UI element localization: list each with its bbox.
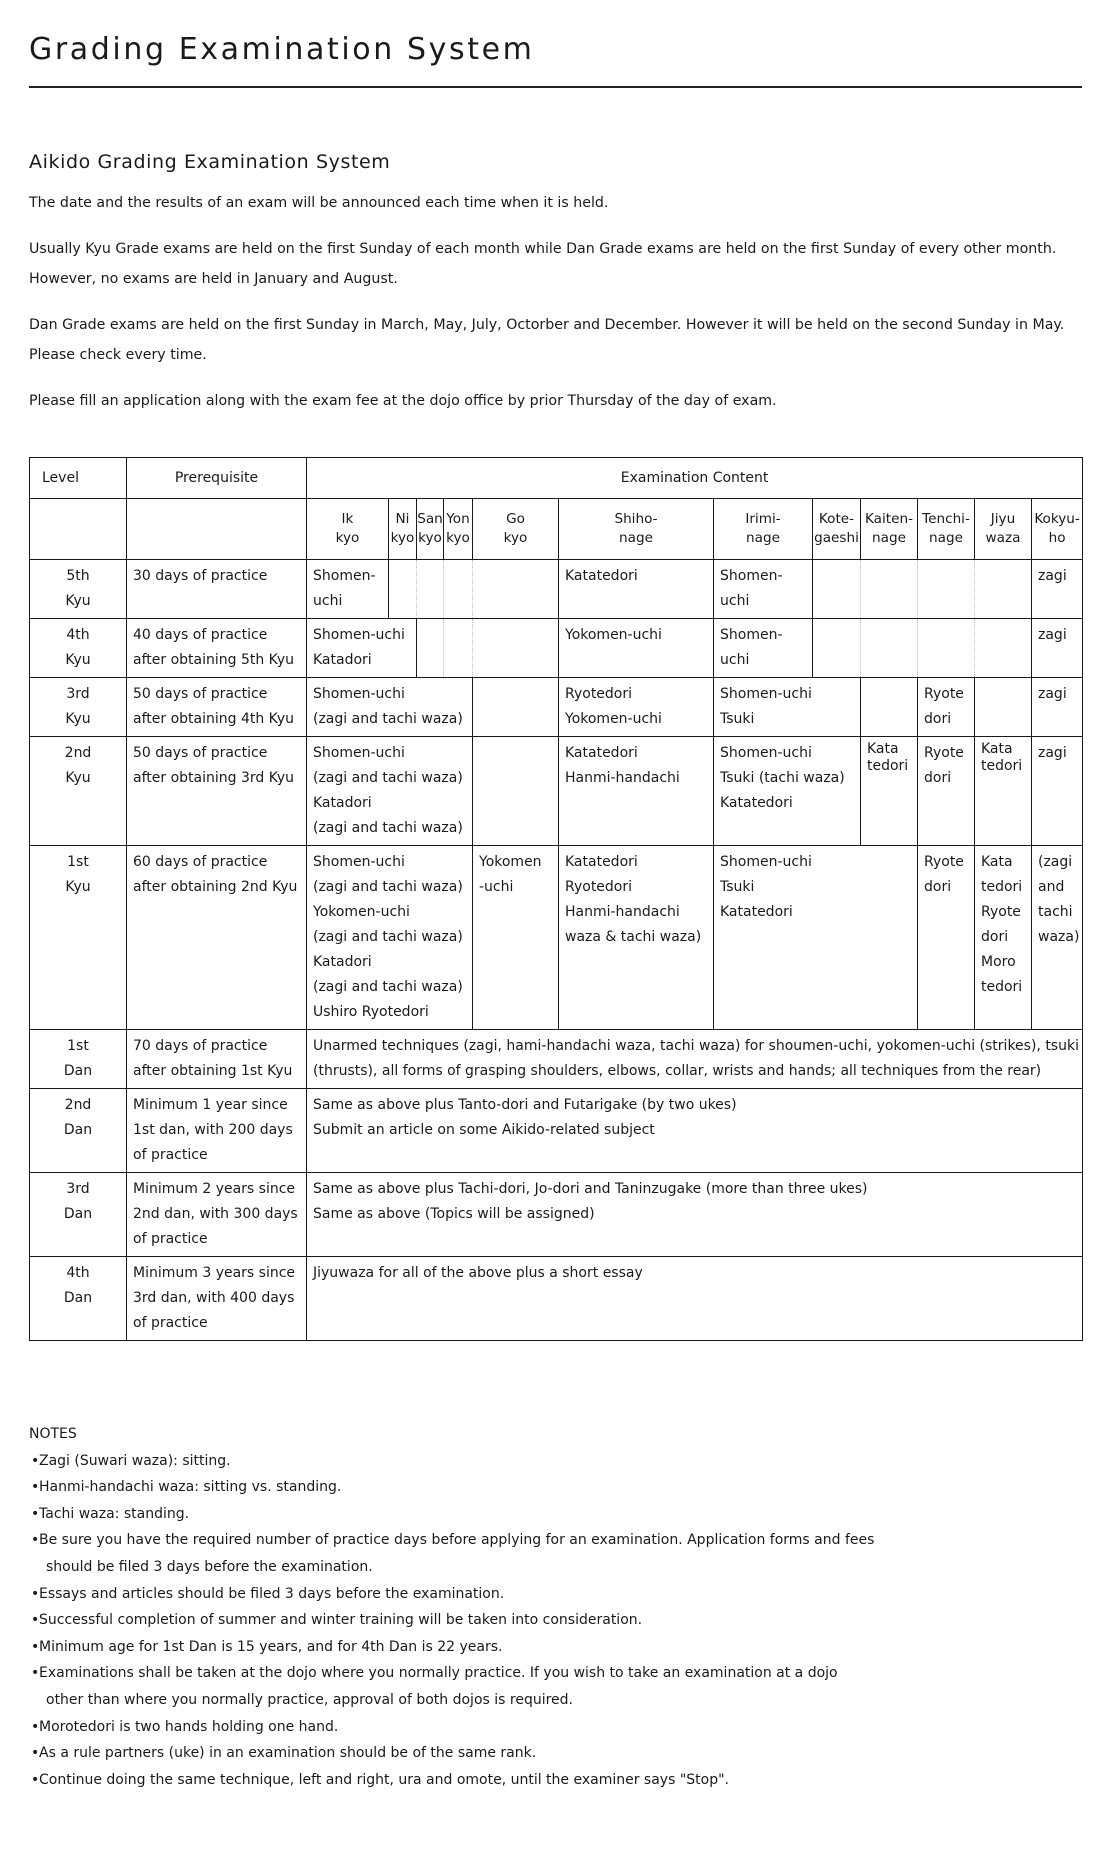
gokyo-cell [473,678,559,737]
kotegaeshi-cell [813,619,861,678]
intro-line: The date and the results of an exam will be announced each time when it is held. [29,195,609,211]
prerequisite-cell: 30 days of practice [127,560,307,619]
kaitennage-cell [861,619,918,678]
header-examination-content: Examination Content [307,458,1083,499]
header-prerequisite: Prerequisite [127,458,307,499]
ikkyo-yonkyo-cell: Shomen-uchi (zagi and tachi waza) Yokomen-uchi (zagi and tachi waza) Katadori (zagi and tachi waza) Ushiro Ryotedori [307,846,473,1030]
note-text: Zagi (Suwari waza): sitting. [39,1452,231,1469]
table-row [30,1030,1083,1089]
level-cell: 4th Kyu [30,619,127,678]
jiyuwaza-cell: Kata tedori Ryote dori Moro tedori [975,846,1032,1030]
nikyo-cell [389,560,417,619]
jiyuwaza-cell [975,678,1032,737]
level-cell: 1st Dan [30,1030,127,1089]
kokyuho-cell: (zagi and tachi waza) [1032,846,1083,1030]
iriminage-cell: Shomen- uchi [714,619,813,678]
kaitennage-cell: Kata tedori [861,737,918,846]
note-item [29,1634,1082,1661]
intro-paragraph [29,188,1082,218]
note-text: Hanmi-handachi waza: sitting vs. standing. [39,1479,342,1496]
sankyo-cell [417,560,444,619]
bullet-icon: • [31,1718,40,1735]
ikkyo-nikyo-cell: Shomen-uchi Katadori [307,619,417,678]
ikkyo-cell: Shomen- uchi [307,560,389,619]
gokyo-cell: Yokomen -uchi [473,846,559,1030]
note-item [29,1660,1082,1713]
shihonage-cell: Ryotedori Yokomen-uchi [559,678,714,737]
table-header-row [30,458,1083,499]
note-item [29,1501,1082,1528]
shihonage-cell: Katatedori [559,560,714,619]
bullet-icon: • [31,1532,40,1549]
technique-header: Go kyo [473,499,559,560]
note-item [29,1448,1082,1475]
notes-section [29,1421,1082,1793]
tenchinage-cell [918,619,975,678]
technique-header: Shiho- nage [559,499,714,560]
note-text: Tachi waza: standing. [39,1505,190,1522]
level-cell: 2nd Kyu [30,737,127,846]
level-cell: 1st Kyu [30,846,127,1030]
ikkyo-yonkyo-cell: Shomen-uchi (zagi and tachi waza) [307,678,473,737]
gokyo-cell [473,619,559,678]
technique-header: Yon kyo [444,499,473,560]
kokyuho-cell: zagi [1032,619,1083,678]
title-divider [29,86,1082,88]
table-row [30,678,1083,737]
iriminage-cell: Shomen-uchi Tsuki [714,678,861,737]
page-title: Grading Examination System [29,32,535,67]
bullet-icon: • [31,1638,40,1655]
level-cell: 4th Dan [30,1257,127,1341]
dan-content-cell: Same as above plus Tachi-dori, Jo-dori and Taninzugake (more than three ukes) Same as above (Topics will be assigned) [307,1173,1083,1257]
bullet-icon: • [31,1452,40,1469]
jiyuwaza-cell [975,560,1032,619]
note-text: Minimum age for 1st Dan is 15 years, and for 4th Dan is 22 years. [39,1638,503,1655]
dan-content-cell: Unarmed techniques (zagi, hami-handachi waza, tachi waza) for shoumen-uchi, yokomen-uchi (strikes), tsuki (thrusts), all forms of grasping shoulders, elbows, collar, wrists and hands; all techniques from the rear) [307,1030,1083,1089]
bullet-icon: • [31,1771,40,1788]
ikkyo-yonkyo-cell: Shomen-uchi (zagi and tachi waza) Katadori (zagi and tachi waza) [307,737,473,846]
technique-header: San kyo [417,499,444,560]
level-cell: 5th Kyu [30,560,127,619]
bullet-icon: • [31,1585,40,1602]
prerequisite-cell: Minimum 3 years since 3rd dan, with 400 days of practice [127,1257,307,1341]
iriminage-cell: Shomen- uchi [714,560,813,619]
technique-header: Irimi- nage [714,499,813,560]
iriminage-cell: Shomen-uchi Tsuki Katatedori [714,846,918,1030]
level-cell: 3rd Kyu [30,678,127,737]
prerequisite-cell: 50 days of practice after obtaining 4th Kyu [127,678,307,737]
note-text: Successful completion of summer and winter training will be taken into consideration. [39,1612,643,1629]
kaitennage-cell [861,678,918,737]
sankyo-cell [417,619,444,678]
note-text: Examinations shall be taken at the dojo where you normally practice. If you wish to take an examination at a dojo [39,1665,838,1682]
header-level: Level [30,458,127,499]
dan-content-cell: Same as above plus Tanto-dori and Futarigake (by two ukes) Submit an article on some Aikido-related subject [307,1089,1083,1173]
bullet-icon: • [31,1479,40,1496]
note-item [29,1740,1082,1767]
prerequisite-cell: 60 days of practice after obtaining 2nd Kyu [127,846,307,1030]
bullet-icon: • [31,1612,40,1629]
tenchinage-cell [918,560,975,619]
note-item [29,1581,1082,1608]
intro-paragraph [29,234,1082,294]
note-text: Continue doing the same technique, left and right, ura and omote, until the examiner says "Stop". [39,1771,729,1788]
technique-header: Ni kyo [389,499,417,560]
intro-paragraph [29,386,1082,416]
technique-header: Kokyu- ho [1032,499,1083,560]
header-blank [30,499,127,560]
grading-table [29,457,1083,1341]
intro-line: Dan Grade exams are held on the first Sunday in March, May, July, Octorber and December. However it will be held on the second Sunday in May. [29,317,1065,333]
note-text: As a rule partners (uke) in an examination should be of the same rank. [39,1745,537,1762]
technique-header: Kaiten- nage [861,499,918,560]
note-item [29,1607,1082,1634]
note-item [29,1474,1082,1501]
technique-header-row [30,499,1083,560]
prerequisite-cell: Minimum 2 years since 2nd dan, with 300 days of practice [127,1173,307,1257]
kokyuho-cell: zagi [1032,737,1083,846]
jiyuwaza-cell [975,619,1032,678]
note-continuation: should be filed 3 days before the examination. [46,1558,373,1575]
gokyo-cell [473,737,559,846]
note-item [29,1767,1082,1794]
note-item [29,1714,1082,1741]
header-blank [127,499,307,560]
prerequisite-cell: 70 days of practice after obtaining 1st Kyu [127,1030,307,1089]
bullet-icon: • [31,1745,40,1762]
table-row [30,560,1083,619]
intro-line: Please fill an application along with the exam fee at the dojo office by prior Thursday of the day of exam. [29,393,777,409]
table-row [30,1089,1083,1173]
tenchinage-cell: Ryote dori [918,846,975,1030]
tenchinage-cell: Ryote dori [918,678,975,737]
bullet-icon: • [31,1665,40,1682]
prerequisite-cell: 50 days of practice after obtaining 3rd Kyu [127,737,307,846]
intro-line: Usually Kyu Grade exams are held on the first Sunday of each month while Dan Grade exams are held on the first Sunday of every other month. [29,241,1057,257]
kokyuho-cell: zagi [1032,560,1083,619]
note-text: Be sure you have the required number of practice days before applying for an examination. Application forms and fees [39,1532,875,1549]
technique-header: Kote- gaeshi [813,499,861,560]
table-row [30,619,1083,678]
technique-header: Ik kyo [307,499,389,560]
bullet-icon: • [31,1505,40,1522]
gokyo-cell [473,560,559,619]
prerequisite-cell: 40 days of practice after obtaining 5th Kyu [127,619,307,678]
yonkyo-cell [444,619,473,678]
kotegaeshi-cell [813,560,861,619]
level-cell: 2nd Dan [30,1089,127,1173]
note-item [29,1527,1082,1580]
note-continuation: other than where you normally practice, approval of both dojos is required. [46,1691,573,1708]
section-title: Aikido Grading Examination System [29,151,391,173]
intro-line: However, no exams are held in January and August. [29,271,398,287]
table-row [30,1257,1083,1341]
dan-content-cell: Jiyuwaza for all of the above plus a short essay [307,1257,1083,1341]
table-row [30,737,1083,846]
iriminage-cell: Shomen-uchi Tsuki (tachi waza) Katatedori [714,737,861,846]
shihonage-cell: Katatedori Hanmi-handachi [559,737,714,846]
technique-header: Jiyu waza [975,499,1032,560]
notes-list [29,1448,1082,1794]
table-row [30,846,1083,1030]
table-row [30,1173,1083,1257]
level-cell: 3rd Dan [30,1173,127,1257]
technique-header: Tenchi- nage [918,499,975,560]
jiyuwaza-cell: Kata tedori [975,737,1032,846]
note-text: Morotedori is two hands holding one hand. [39,1718,339,1735]
prerequisite-cell: Minimum 1 year since 1st dan, with 200 days of practice [127,1089,307,1173]
yonkyo-cell [444,560,473,619]
kaitennage-cell [861,560,918,619]
notes-title: NOTES [29,1426,77,1442]
shihonage-cell: Katatedori Ryotedori Hanmi-handachi waza & tachi waza) [559,846,714,1030]
note-text: Essays and articles should be filed 3 days before the examination. [39,1585,505,1602]
kokyuho-cell: zagi [1032,678,1083,737]
shihonage-cell: Yokomen-uchi [559,619,714,678]
intro-paragraph [29,310,1082,370]
intro-line: Please check every time. [29,347,207,363]
tenchinage-cell: Ryote dori [918,737,975,846]
